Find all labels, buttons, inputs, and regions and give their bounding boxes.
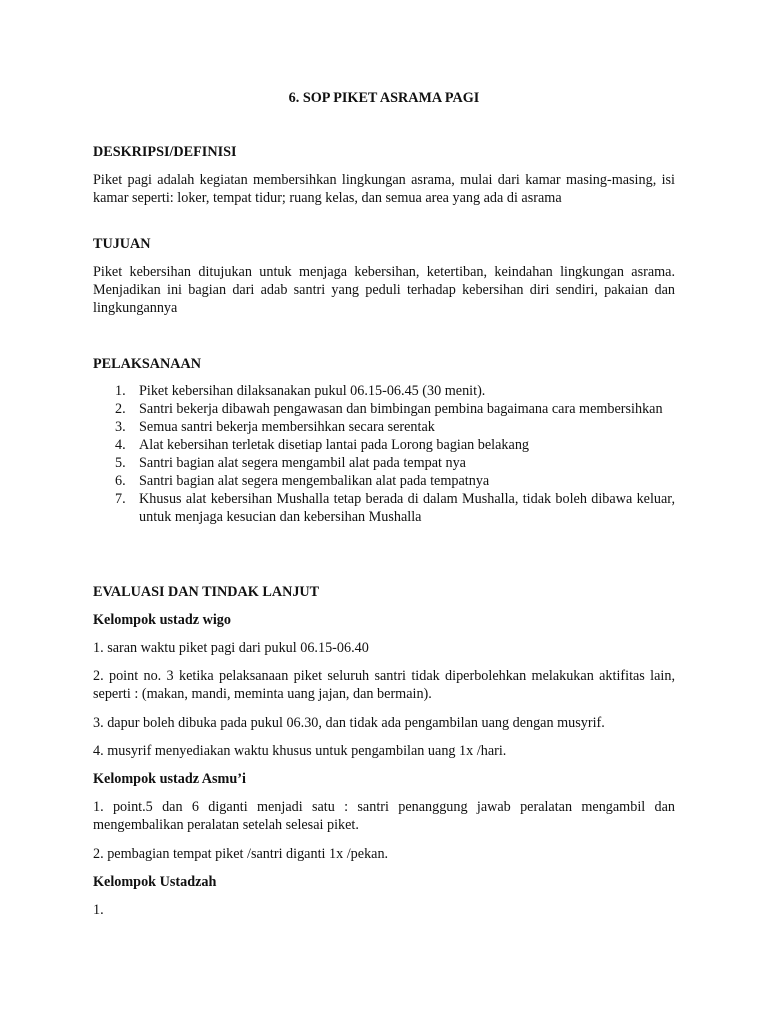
document-title: 6. SOP PIKET ASRAMA PAGI (288, 90, 480, 106)
section-heading-tujuan: TUJUAN (93, 236, 151, 252)
list-item: 4. Alat kebersihan terletak disetiap lantai pada Lorong bagian belakang (115, 437, 530, 453)
group-heading-asmui: Kelompok ustadz Asmu’i (93, 771, 246, 787)
evaluation-point: 1. point.5 dan 6 diganti menjadi satu : santri penanggung jawab peralatan mengambil dan mengembalikan peralatan setelah selesai piket. (93, 799, 675, 833)
group-heading-wigo: Kelompok ustadz wigo (93, 612, 231, 628)
definisi-paragraph: Piket pagi adalah kegiatan membersihkan lingkungan asrama, mulai dari kamar masing-masing, isi kamar seperti: loker, tempat tidur; ruang kelas, dan semua area yang ada di asrama (93, 172, 675, 206)
evaluation-point: 1. saran waktu piket pagi dari pukul 06.15-06.40 (93, 640, 369, 656)
evaluation-point: 1. (93, 902, 104, 918)
evaluation-point: 2. point no. 3 ketika pelaksanaan piket seluruh santri tidak diperbolehkan melakukan aktifitas lain, seperti : (makan, mandi, meminta uang jajan, dan bermain). (93, 668, 675, 702)
list-item: 5. Santri bagian alat segera mengambil alat pada tempat nya (115, 455, 466, 471)
tujuan-paragraph: Piket kebersihan ditujukan untuk menjaga kebersihan, ketertiban, keindahan lingkungan asrama. Menjadikan ini bagian dari adab santri yang peduli terhadap kebersihan diri sendiri, pakaian dan lingkungannya (93, 264, 675, 316)
list-item: 1. Piket kebersihan dilaksanakan pukul 06.15-06.45 (30 menit). (115, 383, 486, 399)
list-item: 3. Semua santri bekerja membersihkan secara serentak (115, 419, 435, 435)
list-item: 2. Santri bekerja dibawah pengawasan dan bimbingan pembina bagaimana cara membersihkan (115, 401, 663, 417)
evaluation-point: 2. pembagian tempat piket /santri diganti 1x /pekan. (93, 846, 389, 862)
section-heading-definisi: DESKRIPSI/DEFINISI (93, 144, 237, 160)
section-heading-pelaksanaan: PELAKSANAAN (93, 356, 201, 372)
pelaksanaan-list (93, 382, 675, 526)
group-heading-ustadzah: Kelompok Ustadzah (93, 874, 217, 890)
list-item: 7. Khusus alat kebersihan Mushalla tetap berada di dalam Mushalla, tidak boleh dibawa keluar, untuk menjaga kesucian dan kebersihan Mushalla (115, 491, 675, 525)
evaluation-point: 4. musyrif menyediakan waktu khusus untuk pengambilan uang 1x /hari. (93, 743, 507, 759)
list-item: 6. Santri bagian alat segera mengembalikan alat pada tempatnya (115, 473, 490, 489)
evaluation-point: 3. dapur boleh dibuka pada pukul 06.30, dan tidak ada pengambilan uang dengan musyrif. (93, 715, 605, 731)
section-heading-evaluasi: EVALUASI DAN TINDAK LANJUT (93, 584, 320, 600)
